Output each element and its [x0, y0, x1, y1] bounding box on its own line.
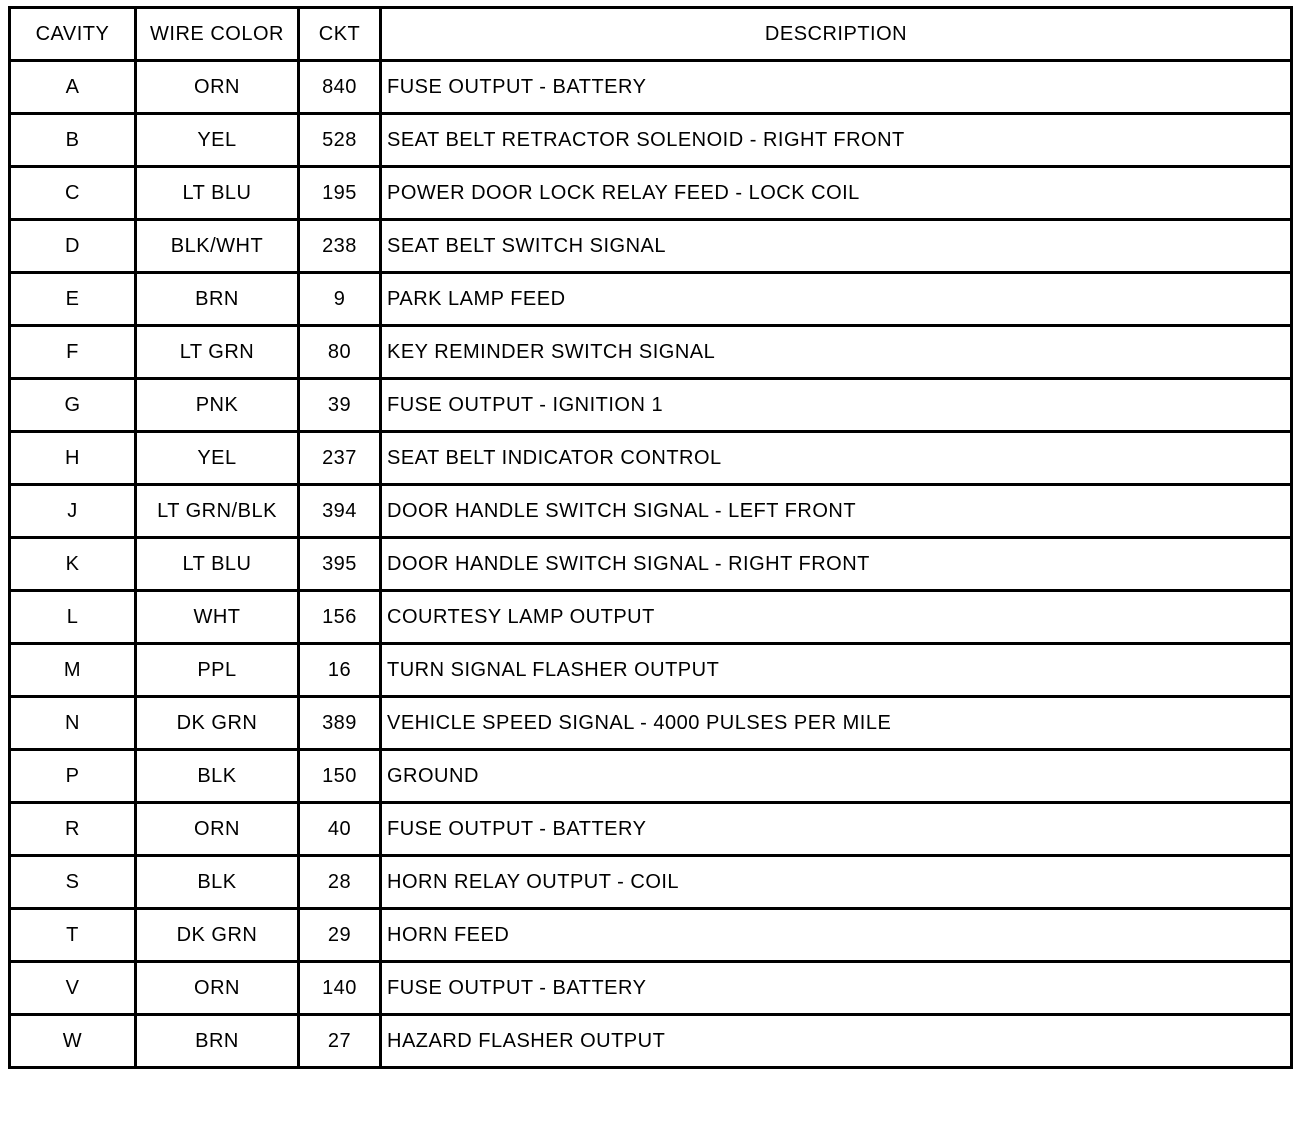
cell-cavity: V: [10, 962, 136, 1015]
cell-ckt: 9: [299, 273, 381, 326]
cell-ckt: 40: [299, 803, 381, 856]
cell-wire-color: ORN: [136, 962, 299, 1015]
cell-ckt: 27: [299, 1015, 381, 1068]
cell-ckt: 395: [299, 538, 381, 591]
cell-cavity: W: [10, 1015, 136, 1068]
cell-wire-color: DK GRN: [136, 697, 299, 750]
cell-ckt: 389: [299, 697, 381, 750]
cell-cavity: G: [10, 379, 136, 432]
cell-wire-color: PNK: [136, 379, 299, 432]
cell-ckt: 156: [299, 591, 381, 644]
cell-cavity: C: [10, 167, 136, 220]
cell-description: SEAT BELT SWITCH SIGNAL: [381, 220, 1292, 273]
cell-cavity: N: [10, 697, 136, 750]
cell-description: GROUND: [381, 750, 1292, 803]
cell-cavity: M: [10, 644, 136, 697]
cell-description: KEY REMINDER SWITCH SIGNAL: [381, 326, 1292, 379]
cell-cavity: D: [10, 220, 136, 273]
table-row: [10, 326, 1292, 379]
table-row: [10, 220, 1292, 273]
cell-wire-color: LT BLU: [136, 167, 299, 220]
cell-description: POWER DOOR LOCK RELAY FEED - LOCK COIL: [381, 167, 1292, 220]
connector-pinout-sheet: [8, 6, 1290, 1069]
table-row: [10, 750, 1292, 803]
header-description: DESCRIPTION: [381, 8, 1292, 61]
cell-cavity: F: [10, 326, 136, 379]
cell-ckt: 195: [299, 167, 381, 220]
cell-cavity: L: [10, 591, 136, 644]
cell-ckt: 39: [299, 379, 381, 432]
cell-ckt: 29: [299, 909, 381, 962]
cell-ckt: 150: [299, 750, 381, 803]
cell-wire-color: PPL: [136, 644, 299, 697]
cell-ckt: 80: [299, 326, 381, 379]
table-row: [10, 644, 1292, 697]
cell-description: PARK LAMP FEED: [381, 273, 1292, 326]
cell-ckt: 238: [299, 220, 381, 273]
cell-description: FUSE OUTPUT - IGNITION 1: [381, 379, 1292, 432]
header-wire-color: WIRE COLOR: [136, 8, 299, 61]
cell-wire-color: BRN: [136, 1015, 299, 1068]
cell-wire-color: ORN: [136, 803, 299, 856]
cell-wire-color: YEL: [136, 114, 299, 167]
cell-wire-color: BLK/WHT: [136, 220, 299, 273]
cell-cavity: J: [10, 485, 136, 538]
connector-pinout-table: [8, 6, 1293, 1069]
cell-wire-color: BRN: [136, 273, 299, 326]
cell-wire-color: ORN: [136, 61, 299, 114]
table-row: [10, 856, 1292, 909]
cell-description: HORN FEED: [381, 909, 1292, 962]
cell-cavity: K: [10, 538, 136, 591]
table-row: [10, 273, 1292, 326]
cell-cavity: S: [10, 856, 136, 909]
cell-wire-color: WHT: [136, 591, 299, 644]
table-row: [10, 114, 1292, 167]
cell-ckt: 237: [299, 432, 381, 485]
table-row: [10, 1015, 1292, 1068]
cell-cavity: H: [10, 432, 136, 485]
table-row: [10, 167, 1292, 220]
cell-description: VEHICLE SPEED SIGNAL - 4000 PULSES PER MILE: [381, 697, 1292, 750]
cell-description: FUSE OUTPUT - BATTERY: [381, 803, 1292, 856]
cell-cavity: A: [10, 61, 136, 114]
cell-ckt: 140: [299, 962, 381, 1015]
cell-description: HORN RELAY OUTPUT - COIL: [381, 856, 1292, 909]
cell-cavity: E: [10, 273, 136, 326]
cell-description: DOOR HANDLE SWITCH SIGNAL - LEFT FRONT: [381, 485, 1292, 538]
table-row: [10, 909, 1292, 962]
cell-description: HAZARD FLASHER OUTPUT: [381, 1015, 1292, 1068]
table-row: [10, 538, 1292, 591]
cell-cavity: P: [10, 750, 136, 803]
cell-cavity: B: [10, 114, 136, 167]
table-row: [10, 432, 1292, 485]
cell-ckt: 28: [299, 856, 381, 909]
header-ckt: CKT: [299, 8, 381, 61]
table-row: [10, 803, 1292, 856]
cell-wire-color: DK GRN: [136, 909, 299, 962]
cell-description: FUSE OUTPUT - BATTERY: [381, 61, 1292, 114]
cell-wire-color: LT GRN: [136, 326, 299, 379]
cell-ckt: 840: [299, 61, 381, 114]
cell-wire-color: BLK: [136, 750, 299, 803]
cell-ckt: 16: [299, 644, 381, 697]
cell-description: DOOR HANDLE SWITCH SIGNAL - RIGHT FRONT: [381, 538, 1292, 591]
cell-ckt: 528: [299, 114, 381, 167]
cell-wire-color: LT GRN/BLK: [136, 485, 299, 538]
cell-description: COURTESY LAMP OUTPUT: [381, 591, 1292, 644]
table-row: [10, 697, 1292, 750]
cell-description: TURN SIGNAL FLASHER OUTPUT: [381, 644, 1292, 697]
cell-description: FUSE OUTPUT - BATTERY: [381, 962, 1292, 1015]
cell-description: SEAT BELT INDICATOR CONTROL: [381, 432, 1292, 485]
cell-wire-color: YEL: [136, 432, 299, 485]
cell-ckt: 394: [299, 485, 381, 538]
table-row: [10, 591, 1292, 644]
table-row: [10, 962, 1292, 1015]
header-cavity: CAVITY: [10, 8, 136, 61]
cell-cavity: R: [10, 803, 136, 856]
table-row: [10, 485, 1292, 538]
pinout-body: [10, 61, 1292, 1068]
cell-cavity: T: [10, 909, 136, 962]
header-row: [10, 8, 1292, 61]
table-row: [10, 61, 1292, 114]
cell-description: SEAT BELT RETRACTOR SOLENOID - RIGHT FRONT: [381, 114, 1292, 167]
table-row: [10, 379, 1292, 432]
cell-wire-color: BLK: [136, 856, 299, 909]
cell-wire-color: LT BLU: [136, 538, 299, 591]
